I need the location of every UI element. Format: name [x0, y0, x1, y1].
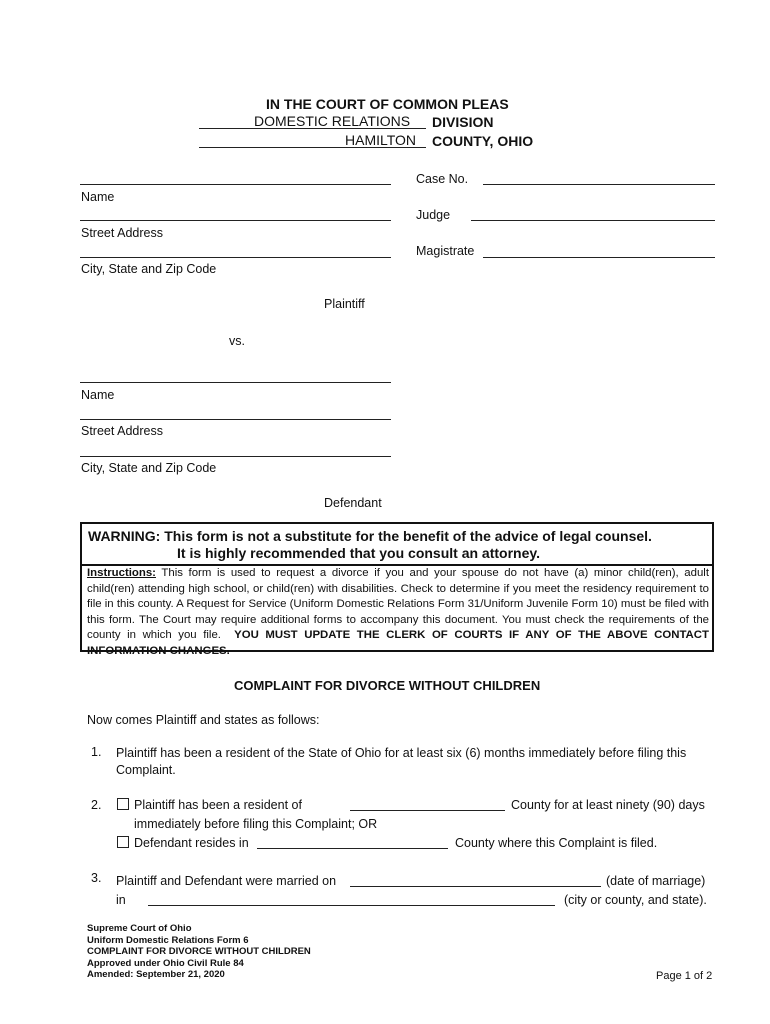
marriage-date-label: (date of marriage): [606, 874, 706, 888]
defendant-resides-checkbox[interactable]: [117, 836, 129, 848]
defendant-county-field[interactable]: [257, 848, 448, 849]
item1-number: 1.: [91, 745, 102, 759]
complaint-intro: Now comes Plaintiff and states as follows:: [87, 713, 320, 727]
item2-option1-text: Plaintiff has been a resident of: [134, 798, 302, 812]
warning-header: [82, 524, 712, 566]
plaintiff-name-label: Name: [81, 190, 115, 204]
plaintiff-city-label: City, State and Zip Code: [81, 262, 217, 276]
plaintiff-name-field[interactable]: [80, 184, 391, 185]
defendant-address-field[interactable]: [80, 419, 391, 420]
instructions-emphasis: YOU MUST UPDATE THE CLERK OF COURTS IF ANY OF THE ABOVE CONTACT INFORMATION CHANGES.: [87, 629, 709, 657]
defendant-city-field[interactable]: [80, 456, 391, 457]
item3-number: 3.: [91, 871, 102, 885]
division-label: DIVISION: [432, 114, 494, 130]
case-no-field[interactable]: [483, 184, 715, 185]
defendant-name-label: Name: [81, 388, 115, 402]
page-number: Page 1 of 2: [656, 970, 713, 982]
defendant-city-label: City, State and Zip Code: [81, 461, 217, 475]
division-value: DOMESTIC RELATIONS: [254, 113, 411, 129]
warning-line-2: It is highly recommended that you consult an attorney.: [177, 545, 541, 561]
case-no-label: Case No.: [416, 172, 469, 186]
warning-line-1: WARNING: This form is not a substitute for the benefit of the advice of legal counsel.: [88, 528, 652, 544]
plaintiff-role: Plaintiff: [324, 297, 365, 311]
form-footer: [87, 923, 311, 981]
item3-text: Plaintiff and Defendant were married on: [116, 874, 337, 888]
court-title: IN THE COURT OF COMMON PLEAS: [266, 96, 509, 112]
footer-line-2: Uniform Domestic Relations Form 6: [87, 934, 249, 946]
defendant-role: Defendant: [324, 496, 382, 510]
plaintiff-address-label: Street Address: [81, 226, 163, 240]
marriage-date-field[interactable]: [350, 886, 601, 887]
judge-field[interactable]: [471, 220, 715, 221]
item2-option2-text: Defendant resides in: [134, 836, 249, 850]
warning-box: [80, 522, 714, 657]
item2-option1-suffix: County for at least ninety (90) days: [511, 798, 705, 812]
plaintiff-address-field[interactable]: [80, 220, 391, 221]
plaintiff-resident-checkbox[interactable]: [117, 798, 129, 810]
footer-line-5: Amended: September 21, 2020: [87, 969, 225, 980]
item1-text: Plaintiff has been a resident of the State of Ohio for at least six (6) months immediately before filing this Complaint.: [116, 746, 687, 777]
instructions-text: [87, 566, 709, 659]
item3-in-text: in: [116, 893, 126, 907]
instructions-label: Instructions:: [87, 567, 156, 579]
magistrate-field[interactable]: [483, 257, 715, 258]
item2-option2-suffix: County where this Complaint is filed.: [455, 836, 658, 850]
magistrate-label: Magistrate: [416, 244, 475, 258]
marriage-place-label: (city or county, and state).: [564, 893, 707, 907]
defendant-name-field[interactable]: [80, 382, 391, 383]
plaintiff-city-field[interactable]: [80, 257, 391, 258]
versus-text: vs.: [229, 334, 245, 348]
judge-label: Judge: [416, 208, 451, 222]
county-label: COUNTY, OHIO: [432, 133, 534, 149]
item2-option1-continued: immediately before filing this Complaint; OR: [134, 817, 378, 831]
complaint-title: COMPLAINT FOR DIVORCE WITHOUT CHILDREN: [234, 678, 541, 693]
defendant-address-label: Street Address: [81, 424, 163, 438]
footer-line-1: Supreme Court of Ohio: [87, 923, 192, 934]
county-value: HAMILTON: [345, 132, 417, 148]
marriage-place-field[interactable]: [148, 905, 555, 906]
footer-line-4: Approved under Ohio Civil Rule 84: [87, 957, 244, 969]
footer-line-3: COMPLAINT FOR DIVORCE WITHOUT CHILDREN: [87, 946, 311, 957]
plaintiff-county-field[interactable]: [350, 810, 505, 811]
item2-number: 2.: [91, 798, 102, 812]
instructions-body: This form is used to request a divorce if you and your spouse do not have (a) minor child(ren), adult child(ren) attending high school, or child(ren) with disabilities. Check to determine if you meet the residency requirement to file in this county. A Request for Service (Uniform Domestic Relations Form 31/Uniform Juvenile Form 10) must be filed with this form. The Court may require additional forms to accompany this document. You must check the requirements of the county in which you file.: [87, 567, 709, 641]
